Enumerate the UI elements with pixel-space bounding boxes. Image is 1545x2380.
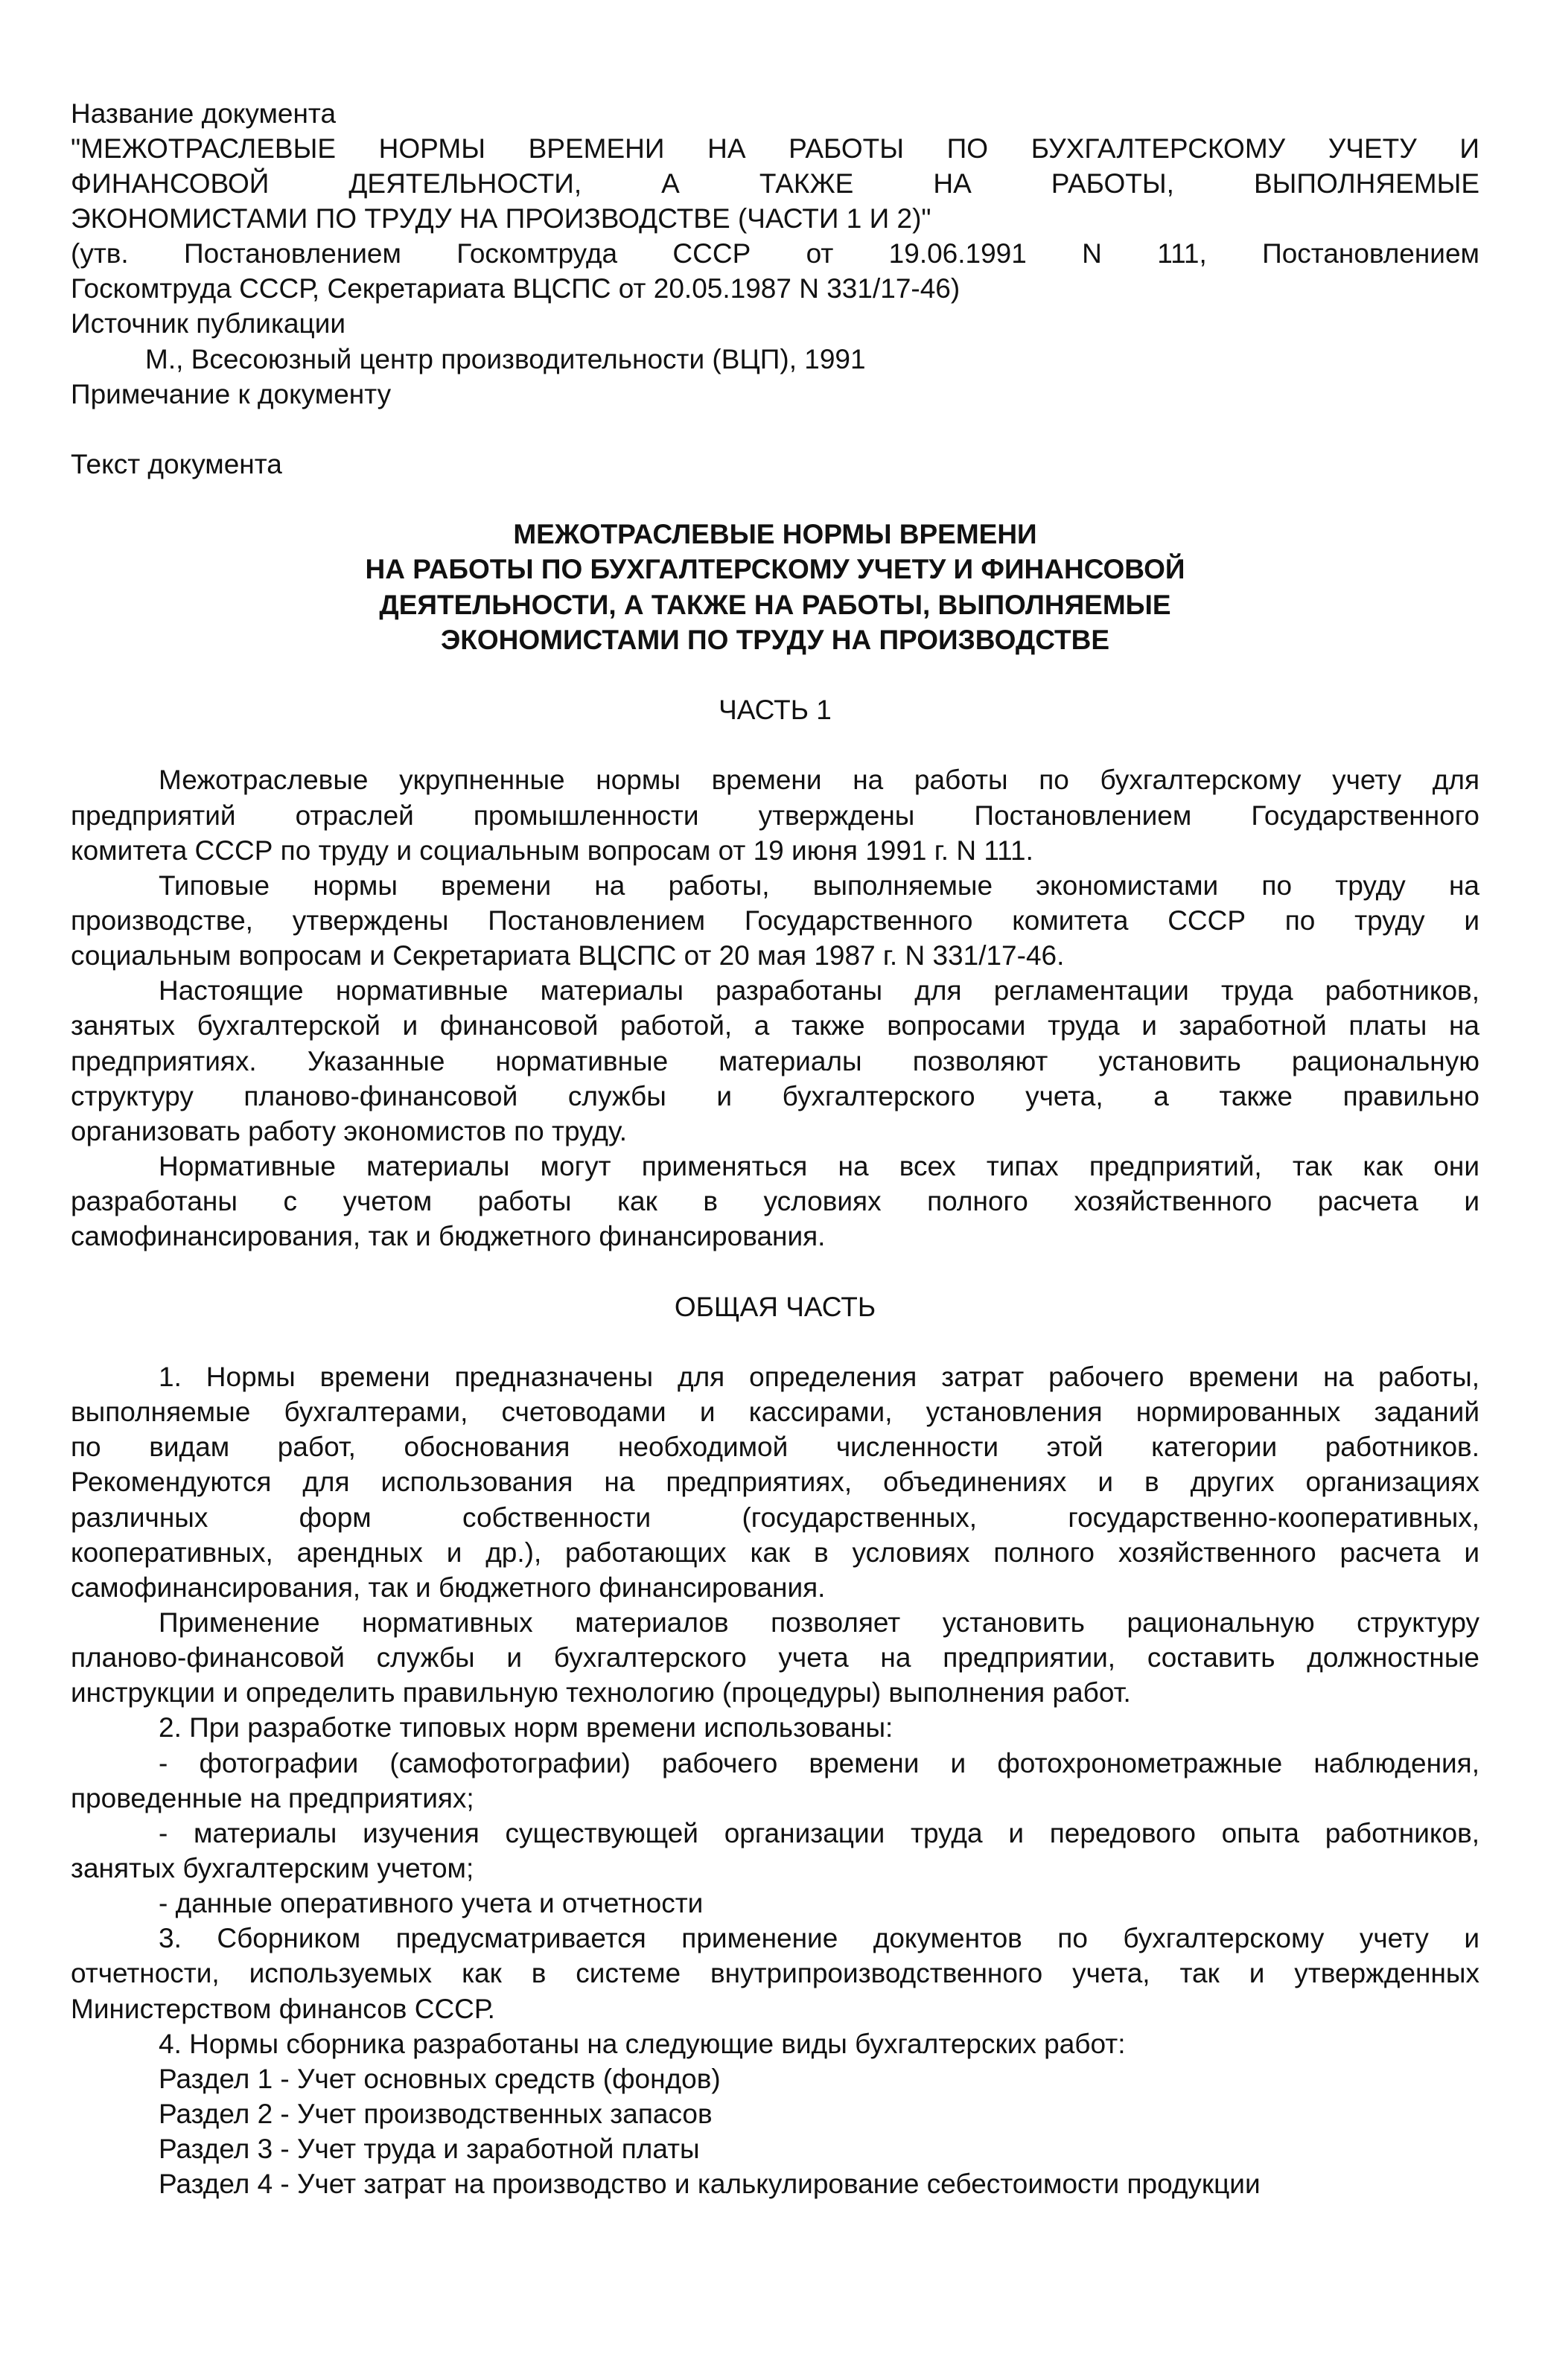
- paragraph-line: самофинансирования, так и бюджетного финансирования.: [71, 1221, 826, 1252]
- paragraph-line: - материалы изучения существующей организации труда и передового опыта работников,: [159, 1817, 1479, 1848]
- note-label: Примечание к документу: [71, 378, 392, 409]
- paragraph-line: выполняемые бухгалтерами, счетоводами и кассирами, установления нормированных заданий: [71, 1397, 1479, 1427]
- paragraph-line: - фотографии (самофотографии) рабочего времени и фотохронометражные наблюдения,: [159, 1747, 1479, 1778]
- source-value: М., Всесоюзный центр производительности (ВЦП), 1991: [145, 343, 866, 374]
- paragraph-line: предприятий отраслей промышленности утверждены Постановлением Государственного: [71, 800, 1479, 831]
- paragraph-line: планово-финансовой службы и бухгалтерского учета на предприятии, составить должностные: [71, 1642, 1479, 1674]
- paragraph-line: - данные оперативного учета и отчетности: [159, 1888, 704, 1919]
- paragraph-line: занятых бухгалтерским учетом;: [71, 1853, 474, 1883]
- approval-line: (утв. Постановлением Госкомтруда СССР от 19.06.1991 N 111, Постановлением: [71, 238, 1479, 269]
- document-title-line: ДЕЯТЕЛЬНОСТИ, А ТАКЖЕ НА РАБОТЫ, ВЫПОЛНЯЕМЫЕ: [379, 589, 1171, 620]
- paragraph-line: предприятиях. Указанные нормативные материалы позволяют установить рациональную: [71, 1045, 1479, 1076]
- document-title-line: НА РАБОТЫ ПО БУХГАЛТЕРСКОМУ УЧЕТУ И ФИНАНСОВОЙ: [365, 554, 1185, 585]
- paragraph-line: 4. Нормы сборника разработаны на следующие виды бухгалтерских работ:: [159, 2028, 1126, 2059]
- paragraph-line: проведенные на предприятиях;: [71, 1782, 474, 1813]
- approval-line: Госкомтруда СССР, Секретариата ВЦСПС от 20.05.1987 N 331/17-46): [71, 273, 961, 304]
- section-heading: ОБЩАЯ ЧАСТЬ: [674, 1291, 876, 1322]
- paragraph-line: Раздел 4 - Учет затрат на производство и калькулирование себестоимости продукции: [159, 2169, 1261, 2200]
- paragraph-line: Межотраслевые укрупненные нормы времени на работы по бухгалтерскому учету для: [159, 765, 1479, 796]
- paragraph-line: отчетности, используемых как в системе внутрипроизводственного учета, так и утвержденных: [71, 1958, 1479, 1989]
- paragraph-line: Применение нормативных материалов позволяет установить рациональную структуру: [159, 1607, 1479, 1638]
- paragraph-line: Рекомендуются для использования на предприятиях, объединениях и в других организациях: [71, 1467, 1479, 1498]
- paragraph-line: 2. При разработке типовых норм времени использованы:: [159, 1712, 893, 1743]
- paragraph-line: кооперативных, арендных и др.), работающих как в условиях полного хозяйственного расчета и: [71, 1537, 1479, 1568]
- source-label: Источник публикации: [71, 308, 346, 339]
- paragraph-line: структуру планово-финансовой службы и бухгалтерского учета, а также правильно: [71, 1080, 1479, 1111]
- paragraph-line: инструкции и определить правильную технологию (процедуры) выполнения работ.: [71, 1677, 1131, 1709]
- paragraph-line: разработаны с учетом работы как в условиях полного хозяйственного расчета и: [71, 1186, 1479, 1217]
- paragraph-line: Типовые нормы времени на работы, выполняемые экономистами по труду на: [159, 870, 1479, 901]
- document-title-line: МЕЖОТРАСЛЕВЫЕ НОРМЫ ВРЕМЕНИ: [513, 519, 1037, 550]
- paragraph-line: организовать работу экономистов по труду.: [71, 1115, 628, 1146]
- paragraph-line: Раздел 3 - Учет труда и заработной платы: [159, 2134, 700, 2165]
- paragraph-line: 3. Сборником предусматривается применение документов по бухгалтерскому учету и: [159, 1923, 1479, 1954]
- paragraph-line: комитета СССР по труду и социальным вопросам от 19 июня 1991 г. N 111.: [71, 835, 1033, 866]
- part-heading: ЧАСТЬ 1: [719, 695, 832, 725]
- paragraph-line: по видам работ, обоснования необходимой численности этой категории работников.: [71, 1432, 1479, 1463]
- document-name-line: "МЕЖОТРАСЛЕВЫЕ НОРМЫ ВРЕМЕНИ НА РАБОТЫ ПО БУХГАЛТЕРСКОМУ УЧЕТУ И: [71, 133, 1479, 164]
- document-title-line: ЭКОНОМИСТАМИ ПО ТРУДУ НА ПРОИЗВОДСТВЕ: [440, 624, 1110, 655]
- paragraph-line: 1. Нормы времени предназначены для определения затрат рабочего времени на работы,: [159, 1361, 1479, 1392]
- paragraph-line: производстве, утверждены Постановлением Государственного комитета СССР по труду и: [71, 905, 1479, 936]
- paragraph-line: самофинансирования, так и бюджетного финансирования.: [71, 1572, 826, 1603]
- paragraph-line: Настоящие нормативные материалы разработаны для регламентации труда работников,: [159, 975, 1479, 1006]
- paragraph-line: Раздел 2 - Учет производственных запасов: [159, 2099, 713, 2129]
- paragraph-line: социальным вопросам и Секретариата ВЦСПС от 20 мая 1987 г. N 331/17-46.: [71, 940, 1065, 972]
- paragraph-line: Нормативные материалы могут применяться на всех типах предприятий, так как они: [159, 1151, 1479, 1181]
- document-name-label: Название документа: [71, 98, 337, 129]
- document-text-label: Текст документа: [71, 449, 282, 479]
- document-name-line: ФИНАНСОВОЙ ДЕЯТЕЛЬНОСТИ, А ТАКЖЕ НА РАБОТЫ, ВЫПОЛНЯЕМЫЕ: [71, 168, 1479, 199]
- document-name-line: ЭКОНОМИСТАМИ ПО ТРУДУ НА ПРОИЗВОДСТВЕ (ЧАСТИ 1 И 2)": [71, 202, 931, 234]
- paragraph-line: Раздел 1 - Учет основных средств (фондов): [159, 2063, 721, 2094]
- paragraph-line: занятых бухгалтерской и финансовой работой, а также вопросами труда и заработной платы на: [71, 1010, 1479, 1041]
- paragraph-line: различных форм собственности (государственных, государственно-кооперативных,: [71, 1502, 1479, 1533]
- paragraph-line: Министерством финансов СССР.: [71, 1993, 495, 2024]
